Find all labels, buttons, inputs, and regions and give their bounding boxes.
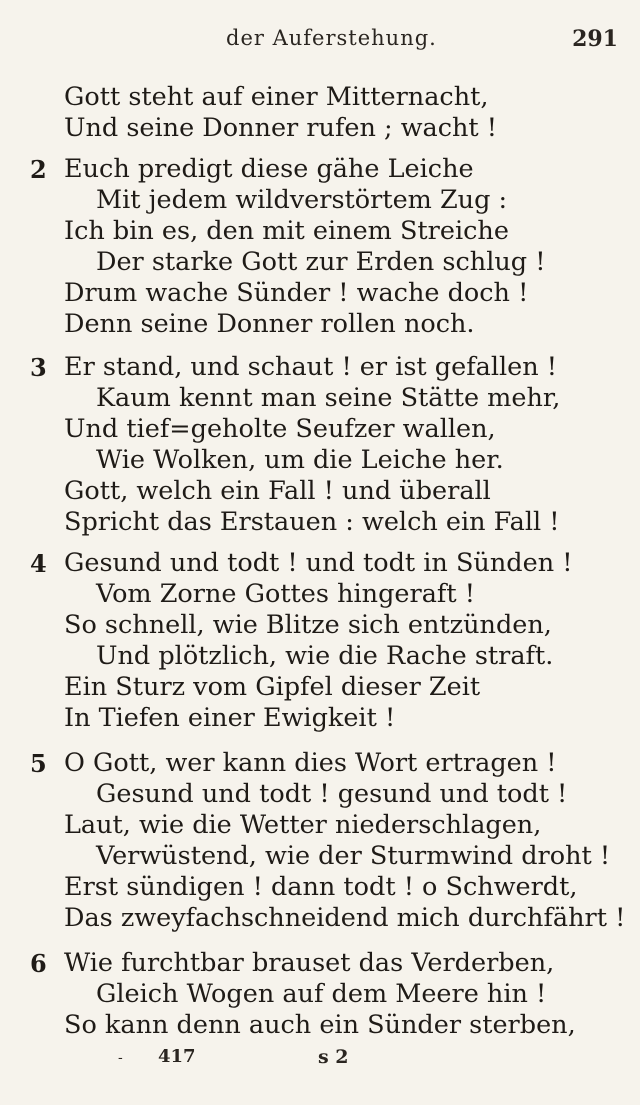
verse-line: Verwüstend, wie der Sturmwind droht !: [96, 841, 611, 871]
verse-line: Wie furchtbar brauset das Verderben,: [64, 948, 555, 978]
verse-line: Denn seine Donner rollen noch.: [64, 309, 475, 339]
verse-line: Ein Sturz vom Gipfel dieser Zeit: [64, 672, 481, 702]
running-title: der Auferstehung.: [226, 26, 437, 50]
verse-line: Und plötzlich, wie die Rache straft.: [96, 641, 554, 671]
verse-line: Gott steht auf einer Mitternacht,: [64, 82, 489, 112]
verse-line: Gott, welch ein Fall ! und überall: [64, 476, 491, 506]
verse-line: Und tief=geholte Seufzer wallen,: [64, 414, 496, 444]
verse-line: Und seine Donner rufen ; wacht !: [64, 113, 498, 143]
footer-mark: -: [118, 1050, 123, 1066]
verse-line: Der starke Gott zur Erden schlug !: [96, 247, 546, 277]
verse-line: Er stand, und schaut ! er ist gefallen !: [64, 352, 558, 382]
verse-line: Drum wache Sünder ! wache doch !: [64, 278, 529, 308]
verse-line: Ich bin es, den mit einem Streiche: [64, 216, 509, 246]
verse-line: Gesund und todt ! gesund und todt !: [96, 779, 568, 809]
verse-line: Laut, wie die Wetter niederschlagen,: [64, 810, 542, 840]
hymn-number: 417: [158, 1046, 196, 1067]
verse-line: Vom Zorne Gottes hingeraft !: [96, 579, 475, 609]
stanza-number: 5: [30, 749, 47, 778]
verse-line: In Tiefen einer Ewigkeit !: [64, 703, 396, 733]
stanza-number: 4: [30, 549, 47, 578]
verse-line: Spricht das Erstauen : welch ein Fall !: [64, 507, 560, 537]
verse-line: Euch predigt diese gähe Leiche: [64, 154, 474, 184]
verse-line: O Gott, wer kann dies Wort ertragen !: [64, 748, 557, 778]
verse-line: Erst sündigen ! dann todt ! o Schwerdt,: [64, 872, 578, 902]
stanza-number: 2: [30, 155, 47, 184]
stanza-number: 6: [30, 949, 47, 978]
verse-line: Gleich Wogen auf dem Meere hin !: [96, 979, 547, 1009]
page-number: 291: [572, 26, 618, 52]
signature-mark: s 2: [318, 1046, 349, 1068]
verse-line: So schnell, wie Blitze sich entzünden,: [64, 610, 552, 640]
verse-line: Das zweyfachschneidend mich durchfährt !: [64, 903, 626, 933]
verse-line: So kann denn auch ein Sünder sterben,: [64, 1010, 576, 1040]
verse-line: Gesund und todt ! und todt in Sünden !: [64, 548, 573, 578]
stanza-number: 3: [30, 353, 47, 382]
verse-line: Mit jedem wildverstörtem Zug :: [96, 185, 508, 215]
verse-line: Wie Wolken, um die Leiche her.: [96, 445, 504, 475]
verse-line: Kaum kennt man seine Stätte mehr,: [96, 383, 561, 413]
